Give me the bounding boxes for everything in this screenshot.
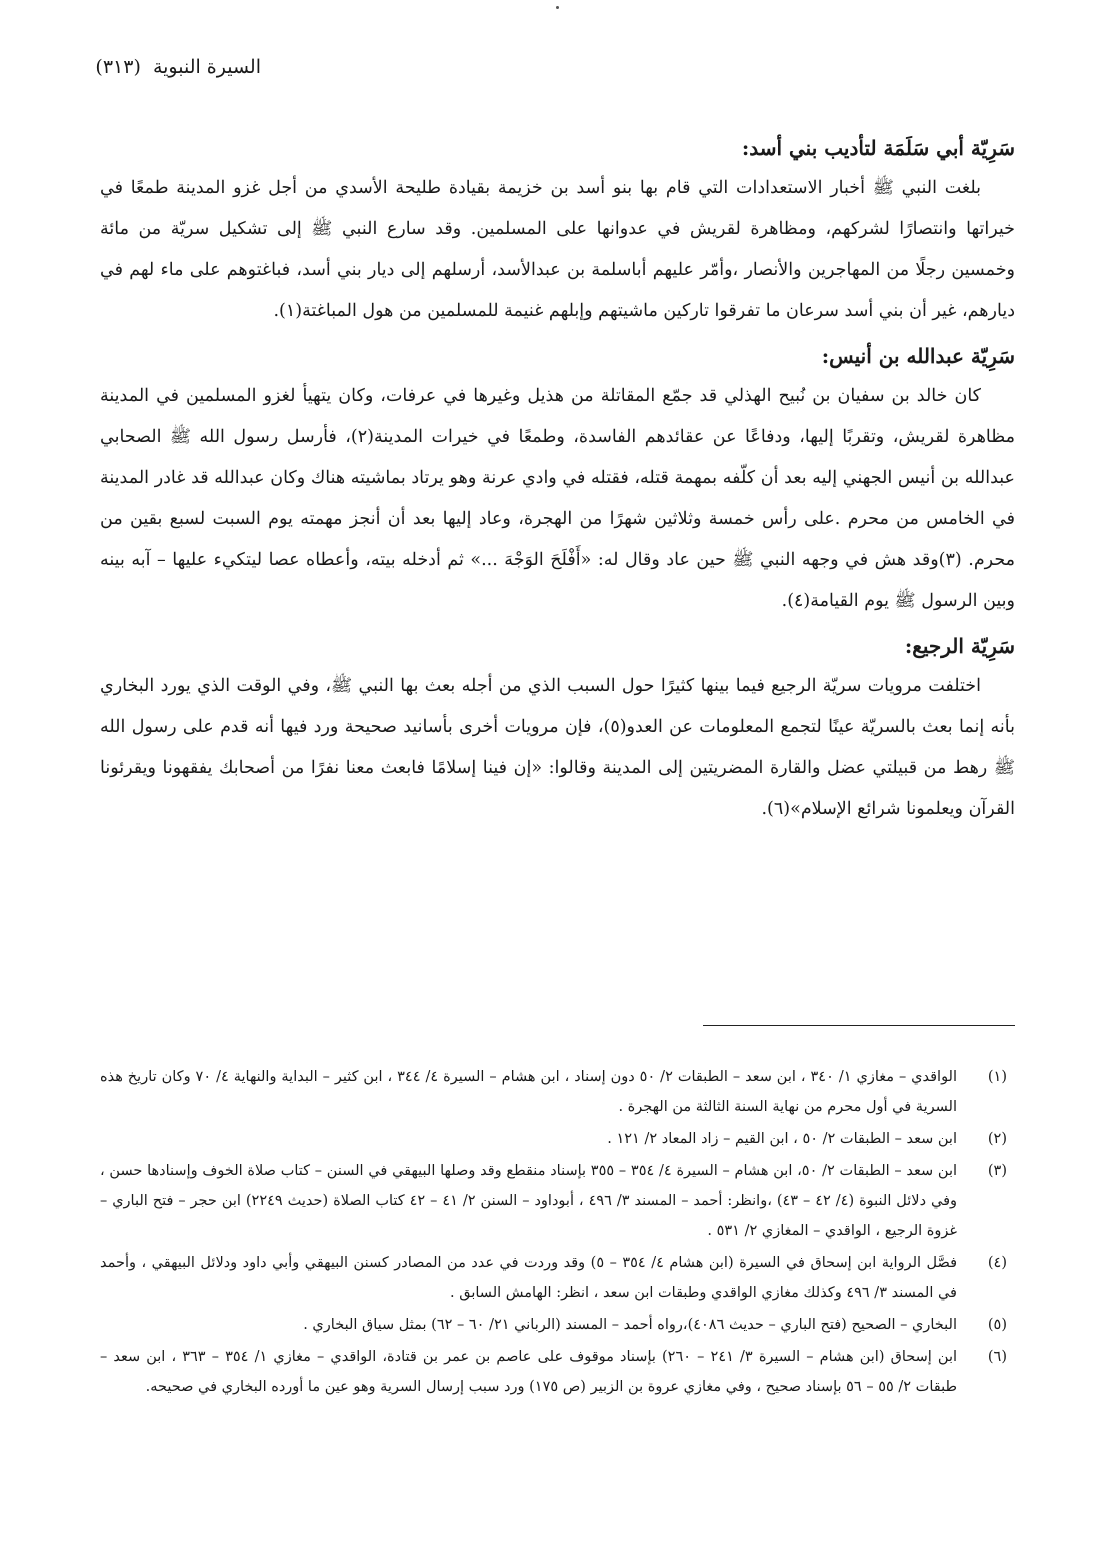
footnote-number: (٣): [987, 1163, 1007, 1179]
footnotes: [100, 1062, 1015, 1404]
section: [100, 128, 1015, 332]
section-title: سَرِيّة أبي سَلَمَة لتأديب بني أسد:: [741, 136, 1015, 160]
footnote-text: ابن سعد – الطبقات ٢/ ٥٠، ابن هشام – السيرة ٤/ ٣٥٤ – ٣٥٥ بإسناد منقطع وقد وصلها البيهقي في السنن – كتاب صلاة الخوف وإسنادها حسن ، وفي دلائل النبوة (٤/ ٤٢ – ٤٣) ،وانظر: أحمد – المسند ٣/ ٤٩٦ ، أبوداود – السنن ٢/ ٤١ – ٤٢ كتاب الصلاة (حديث ٢٢٤٩) ابن حجر – فتح الباري – غزوة الرجيع ، الواقدي – المغازي ٢/ ٥٣١ .: [100, 1163, 958, 1239]
section-paragraph: اختلفت مرويات سريّة الرجيع فيما بينها كثيرًا حول السبب الذي من أجله بعث بها النبي ﷺ، وفي الوقت الذي يورد البخاري بأنه إنما بعث بالسريّة عينًا لتجمع المعلومات عن العدو(٥)، فإن مرويات أخرى بأسانيد صحيحة ورد فيها أنه قدم على رسول الله ﷺ رهط من قبيلتي عضل والقارة المضريتين إلى المدينة وقالوا: «إن فينا إسلامًا فابعث معنا نفرًا من أصحابك يفقهونا ويقرئونا القرآن ويعلمونا شرائع الإسلام»(٦).: [100, 676, 1016, 819]
footnote-number: (٦): [987, 1349, 1007, 1365]
footnote-number: (٥): [987, 1317, 1007, 1333]
footnote-number: (٢): [987, 1131, 1007, 1147]
page-number: (٣١٣): [95, 56, 141, 78]
footnote-text: ابن سعد – الطبقات ٢/ ٥٠ ، ابن القيم – زاد المعاد ٢/ ١٢١ .: [607, 1131, 957, 1147]
footnote-text: ابن إسحاق (ابن هشام – السيرة ٣/ ٢٤١ – ٢٦٠) بإسناد موقوف على عاصم بن عمر بن قتادة، الواقدي – مغازي ١/ ٣٥٤ – ٣٦٣ ، ابن سعد – طبقات ٢/ ٥٥ – ٥٦ بإسناد صحيح ، وفي مغازي عروة بن الزبير (ص ١٧٥) ورد سبب إرسال السرية وهو عين ما أورده البخاري في صحيحه.: [100, 1349, 958, 1395]
main-text: [100, 128, 1015, 830]
running-header: [95, 56, 261, 78]
section: [100, 336, 1015, 622]
footnote-number: (١): [987, 1069, 1007, 1085]
section-paragraph: بلغت النبي ﷺ أخبار الاستعدادات التي قام بها بنو أسد بن خزيمة بقيادة طليحة الأسدي من أجل غزو المدينة طمعًا في خيراتها وانتصارًا لشركهم، ومظاهرة لقريش في عدوانها على المسلمين. وقد سارع النبي ﷺ إلى تشكيل سريّة من مائة وخمسين رجلًا من المهاجرين والأنصار ،وأمّر عليهم أباسلمة بن عبدالأسد، أرسلهم إلى ديار بني أسد، فباغتوهم على ماء لهم في ديارهم، غير أن بني أسد سرعان ما تفرقوا تاركين ماشيتهم وإبلهم غنيمة للمسلمين من هول المباغتة(١).: [100, 178, 1016, 321]
footnote-text: البخاري – الصحيح (فتح الباري – حديث ٤٠٨٦)،رواه أحمد – المسند (الرباني ٢١/ ٦٠ – ٦٢) بمثل سياق البخاري .: [303, 1317, 957, 1333]
footnote: [100, 1124, 1015, 1154]
footnote-text: الواقدي – مغازي ١/ ٣٤٠ ، ابن سعد – الطبقات ٢/ ٥٠ دون إسناد ، ابن هشام – السيرة ٤/ ٣٤٤ ، ابن كثير – البداية والنهاية ٤/ ٧٠ وكان تاريخ هذه السرية في أول محرم من نهاية السنة الثالثة من الهجرة .: [100, 1069, 958, 1115]
footnote: [100, 1310, 1015, 1340]
footnote-divider: [703, 1025, 1015, 1026]
footnote: [100, 1156, 1015, 1246]
book-title: السيرة النبوية: [152, 56, 261, 78]
footnote-number: (٤): [987, 1255, 1007, 1271]
footnote: [100, 1062, 1015, 1122]
section-title: سَرِيّة عبدالله بن أنيس:: [821, 344, 1015, 368]
section: [100, 626, 1015, 830]
page-top-mark: [556, 6, 559, 9]
section-title: سَرِيّة الرجيع:: [904, 634, 1015, 658]
section-paragraph: كان خالد بن سفيان بن نُبيح الهذلي قد جمّع المقاتلة من هذيل وغيرها في عرفات، وكان يتهيأ لغزو المسلمين في المدينة مظاهرة لقريش، وتقربًا إليها، ودفاعًا عن عقائدهم الفاسدة، وطمعًا في خيرات المدينة(٢)، فأرسل رسول الله ﷺ الصحابي عبدالله بن أنيس الجهني إليه بعد أن كلّفه بمهمة قتله، فقتله في وادي عرنة وهو يرتاد بماشيته هناك وكان عبدالله قد غادر المدينة في الخامس من محرم .على رأس خمسة وثلاثين شهرًا من الهجرة، وعاد إليها بعد أن أنجز مهمته يوم السبت لسبع بقين من محرم. (٣)وقد هش في وجهه النبي ﷺ حين عاد وقال له: «أَفْلَحَ الوَجْهَ ...» ثم أدخله بيته، وأعطاه عصا ليتكيء عليها – آبه بينه وبين الرسول ﷺ يوم القيامة(٤).: [100, 386, 1015, 611]
footnote-text: فصَّل الرواية ابن إسحاق في السيرة (ابن هشام ٤/ ٣٥٤ – ٥) وقد وردت في عدد من المصادر كسنن البيهقي وأبي داود ودلائل البيهقي ، وأحمد في المسند ٣/ ٤٩٦ وكذلك مغازي الواقدي وطبقات ابن سعد ، انظر: الهامش السابق .: [100, 1255, 957, 1301]
footnote: [100, 1342, 1015, 1402]
footnote: [100, 1248, 1015, 1308]
